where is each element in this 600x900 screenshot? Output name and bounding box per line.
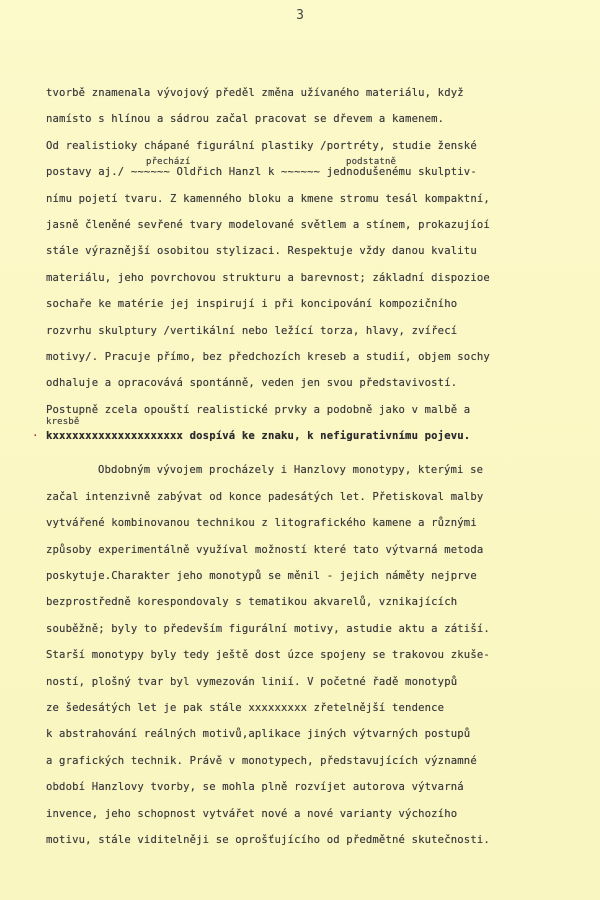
text-line: odhaluje a opracovává spontánně, veden jen svou představivostí. [46,377,458,390]
text-line: motivy/. Pracuje přímo, bez předchozích kreseb a studií, objem sochy [46,350,490,363]
text-line: poskytuje.Charakter jeho monotypů se měnil - jejich náměty nejprve [46,570,477,583]
text-line: invence, jeho schopnost vytvářet nové a nové varianty výchozího [46,807,458,820]
text-line: k abstrahování reálných motivů,aplikace jiných výtvarných postupů [46,728,471,741]
text-line: a grafických technik. Právě v monotypech, představujících významné [46,754,477,767]
text-line: nímu pojetí tvaru. Z kamenného bloku a kmene stromu tesál kompaktní, [46,192,490,205]
text-line: období Hanzlovy tvorby, se mohla plně rozvíjet autorova výtvarná [46,781,464,794]
text-line: tvorbě znamenala vývojový předěl změna užívaného materiálu, když [46,87,464,99]
handwritten-insertion: kresbě [46,417,80,428]
page-number: 3 [296,8,304,23]
text-line: bezprostředně korespondovaly s tematikou akvarelů, vznikajících [46,596,458,609]
text-line: ze šedesátých let je pak stále xxxxxxxxx zřetelnější tendence [46,701,445,714]
text-line-with-insertions [32,417,586,449]
body-text [32,80,586,853]
text-line: sochaře ke matérie jej inspirují i při koncipování kompozičního [46,298,458,311]
text-line-content: kxxxxxxxxxxxxxxxxxxxx dospívá ke znaku, k nefigurativnímu pojevu. [46,430,471,443]
text-line: namísto s hlínou a sádrou začal pracovat se dřevem a kamenem. [46,113,445,126]
text-line: Postupně zcela opouští realistické prvky a podobně jako v malbě a [46,403,471,416]
text-line: Starší monotypy byly tedy ještě dost úzce spojeny se trakovou zkuše- [46,649,490,662]
text-line: způsoby experimentálně využíval možností které tato výtvarná metoda [46,543,484,556]
text-line-with-insertions [46,159,586,185]
text-line: Od realistioky chápané figurální plastiky /portréty, studie ženské [46,139,477,152]
handwritten-insertion: podstatně [346,157,397,168]
text-line: ností, plošný tvar byl vymezován linií. V početné řadě monotypů [46,675,458,688]
text-line: začal intenzivně zabývat od konce padesátých let. Přetiskoval malby [46,490,484,503]
text-line: vytvářené kombinovanou technikou z litografického kamene a různými [46,517,477,530]
handwritten-insertion: přechází [146,157,191,168]
text-line: rozvrhu skulptury /vertikální nebo ležící torza, hlavy, zvířecí [46,324,458,337]
text-line: jasně členěné sevřené tvary modelované světlem a stínem, prokazujíoí [46,218,490,231]
margin-mark: · [32,429,39,443]
paragraph-gap [46,449,586,457]
text-line-content: postavy aj./ ~~~~~~ Oldřich Hanzl k ~~~~~~ jednodušenému skulptiv- [46,166,477,179]
text-line: souběžně; byly to především figurální motivy, astudie aktu a zátiší. [46,622,490,635]
text-line: motivu, stále viditelněji se oprošťujícího od předmětné skutečnosti. [46,833,490,846]
text-line: stále výraznější osobitou stylizaci. Respektuje vždy danou kvalitu [46,245,477,258]
text-line: materiálu, jeho povrchovou strukturu a barevnost; základní dispozioe [46,271,490,284]
text-line: Obdobným vývojem procházely i Hanzlovy monotypy, kterými se [98,464,484,477]
